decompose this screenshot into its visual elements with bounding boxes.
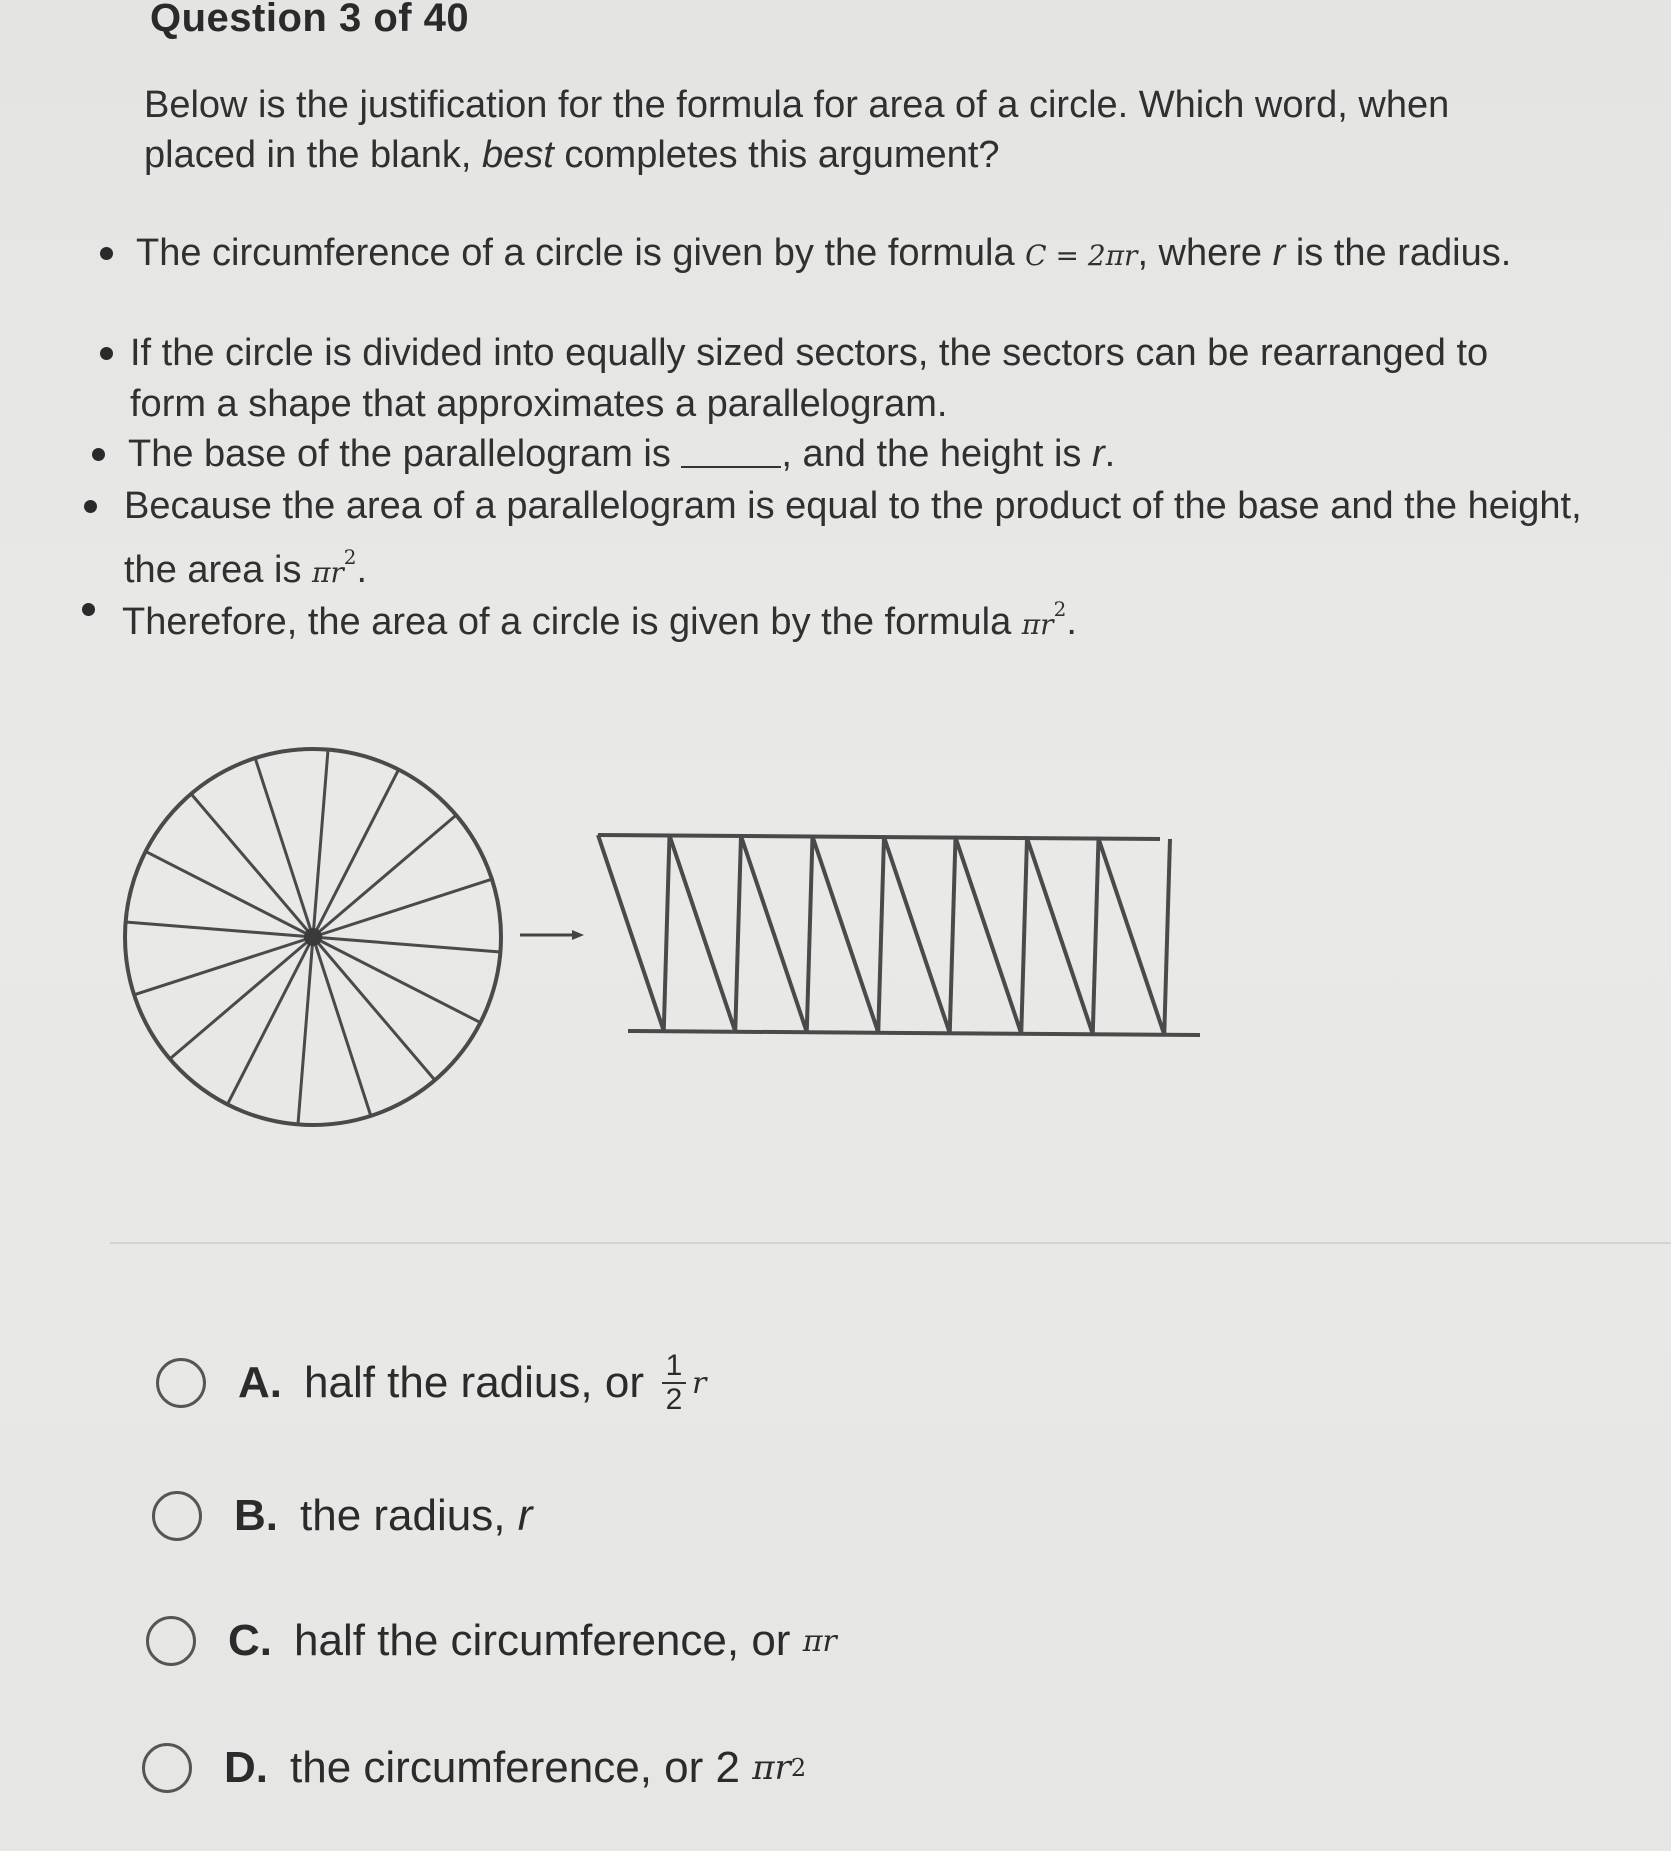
variable-r: r <box>517 1491 533 1540</box>
choice-text: half the circumference, or <box>294 1616 791 1665</box>
item-text: Therefore, the area of a circle is given by the formula <box>122 601 1022 643</box>
sector-radius <box>191 794 313 937</box>
bullet-dot <box>82 603 95 616</box>
choice-letter: C. <box>228 1616 272 1665</box>
sector-radius <box>255 758 313 937</box>
fraction-denominator: 2 <box>665 1383 683 1416</box>
answer-blank <box>681 434 781 468</box>
item-text: The base of the parallelogram is <box>128 433 682 475</box>
radio-d[interactable] <box>142 1743 192 1793</box>
strip-top-edge <box>598 835 1160 839</box>
bullet-dot <box>92 448 105 461</box>
formula-pi-r: πr <box>802 1623 837 1659</box>
formula-pi-r: πr <box>752 1748 791 1788</box>
strip-bottom-edge <box>628 1031 1200 1035</box>
radio-b[interactable] <box>152 1491 202 1541</box>
choice-letter: A. <box>238 1358 282 1407</box>
choice-c[interactable] <box>146 1616 837 1666</box>
argument-item-4 <box>124 481 1594 598</box>
radio-a[interactable] <box>156 1358 206 1408</box>
sector-radius <box>170 937 313 1059</box>
question-prompt <box>144 80 1564 180</box>
item-text: Because the area of a parallelogram is equal to the product of the base and the height, the area is <box>124 485 1582 591</box>
choice-letter: B. <box>234 1491 278 1540</box>
formula-circumference: C = 2πr <box>1025 239 1138 272</box>
sector-circle <box>125 749 501 1125</box>
variable-r: r <box>1091 433 1105 475</box>
exponent: 2 <box>1053 597 1067 621</box>
sector-radius <box>313 815 456 937</box>
choice-d[interactable] <box>142 1743 806 1793</box>
sector-radius <box>313 879 492 937</box>
choice-text: the circumference, or 2 <box>290 1743 740 1792</box>
item-text: . <box>356 549 368 591</box>
strip-zigzag <box>598 835 1170 1035</box>
variable-r: r <box>1272 232 1286 274</box>
item-text: , and the height is <box>781 433 1092 475</box>
choice-letter: D. <box>224 1743 268 1792</box>
item-text: . <box>1066 601 1077 643</box>
item-text: . <box>1104 433 1116 475</box>
choice-text: the radius, <box>300 1491 506 1540</box>
sector-radius <box>313 937 435 1080</box>
circle-sectors-figure <box>110 735 1230 1135</box>
radio-c[interactable] <box>146 1616 196 1666</box>
argument-item-5 <box>122 584 1592 650</box>
item-text: , where <box>1137 232 1273 274</box>
variable-r: r <box>691 1365 707 1401</box>
bullet-dot <box>100 347 113 360</box>
argument-item-1 <box>136 228 1606 281</box>
item-text: is the radius. <box>1285 232 1512 274</box>
argument-item-3 <box>128 429 1528 480</box>
choice-b[interactable] <box>152 1491 532 1541</box>
exponent: 2 <box>343 545 357 569</box>
question-number: Question 3 of 40 <box>150 0 470 40</box>
parallelogram-strip <box>598 835 1200 1035</box>
circle-center <box>304 928 322 946</box>
sector-radius <box>313 937 371 1116</box>
prompt-text-2: completes this argument? <box>553 134 1000 176</box>
fraction-numerator: 1 <box>665 1349 683 1382</box>
formula-area: πr <box>1021 608 1054 641</box>
choice-a[interactable] <box>156 1350 706 1416</box>
bullet-dot <box>84 500 97 513</box>
arrow-icon <box>520 930 584 940</box>
fraction <box>662 1350 686 1416</box>
item-text: If the circle is divided into equally sized sectors, the sectors can be rearranged to form a shape that approximates a parallelogram. <box>130 332 1489 425</box>
item-text: The circumference of a circle is given by the formula <box>136 232 1026 274</box>
prompt-text-1: Below is the justification for the formula for area of a circle. Which word, when placed in the blank, <box>144 84 1450 176</box>
prompt-emphasis: best <box>482 134 554 176</box>
exponent: 2 <box>790 1754 807 1782</box>
sector-radius <box>134 937 313 995</box>
argument-item-2 <box>130 328 1530 430</box>
choice-text: half the radius, or <box>304 1358 644 1407</box>
bullet-dot <box>100 247 113 260</box>
divider <box>110 1242 1671 1244</box>
formula-area: πr <box>312 556 344 589</box>
